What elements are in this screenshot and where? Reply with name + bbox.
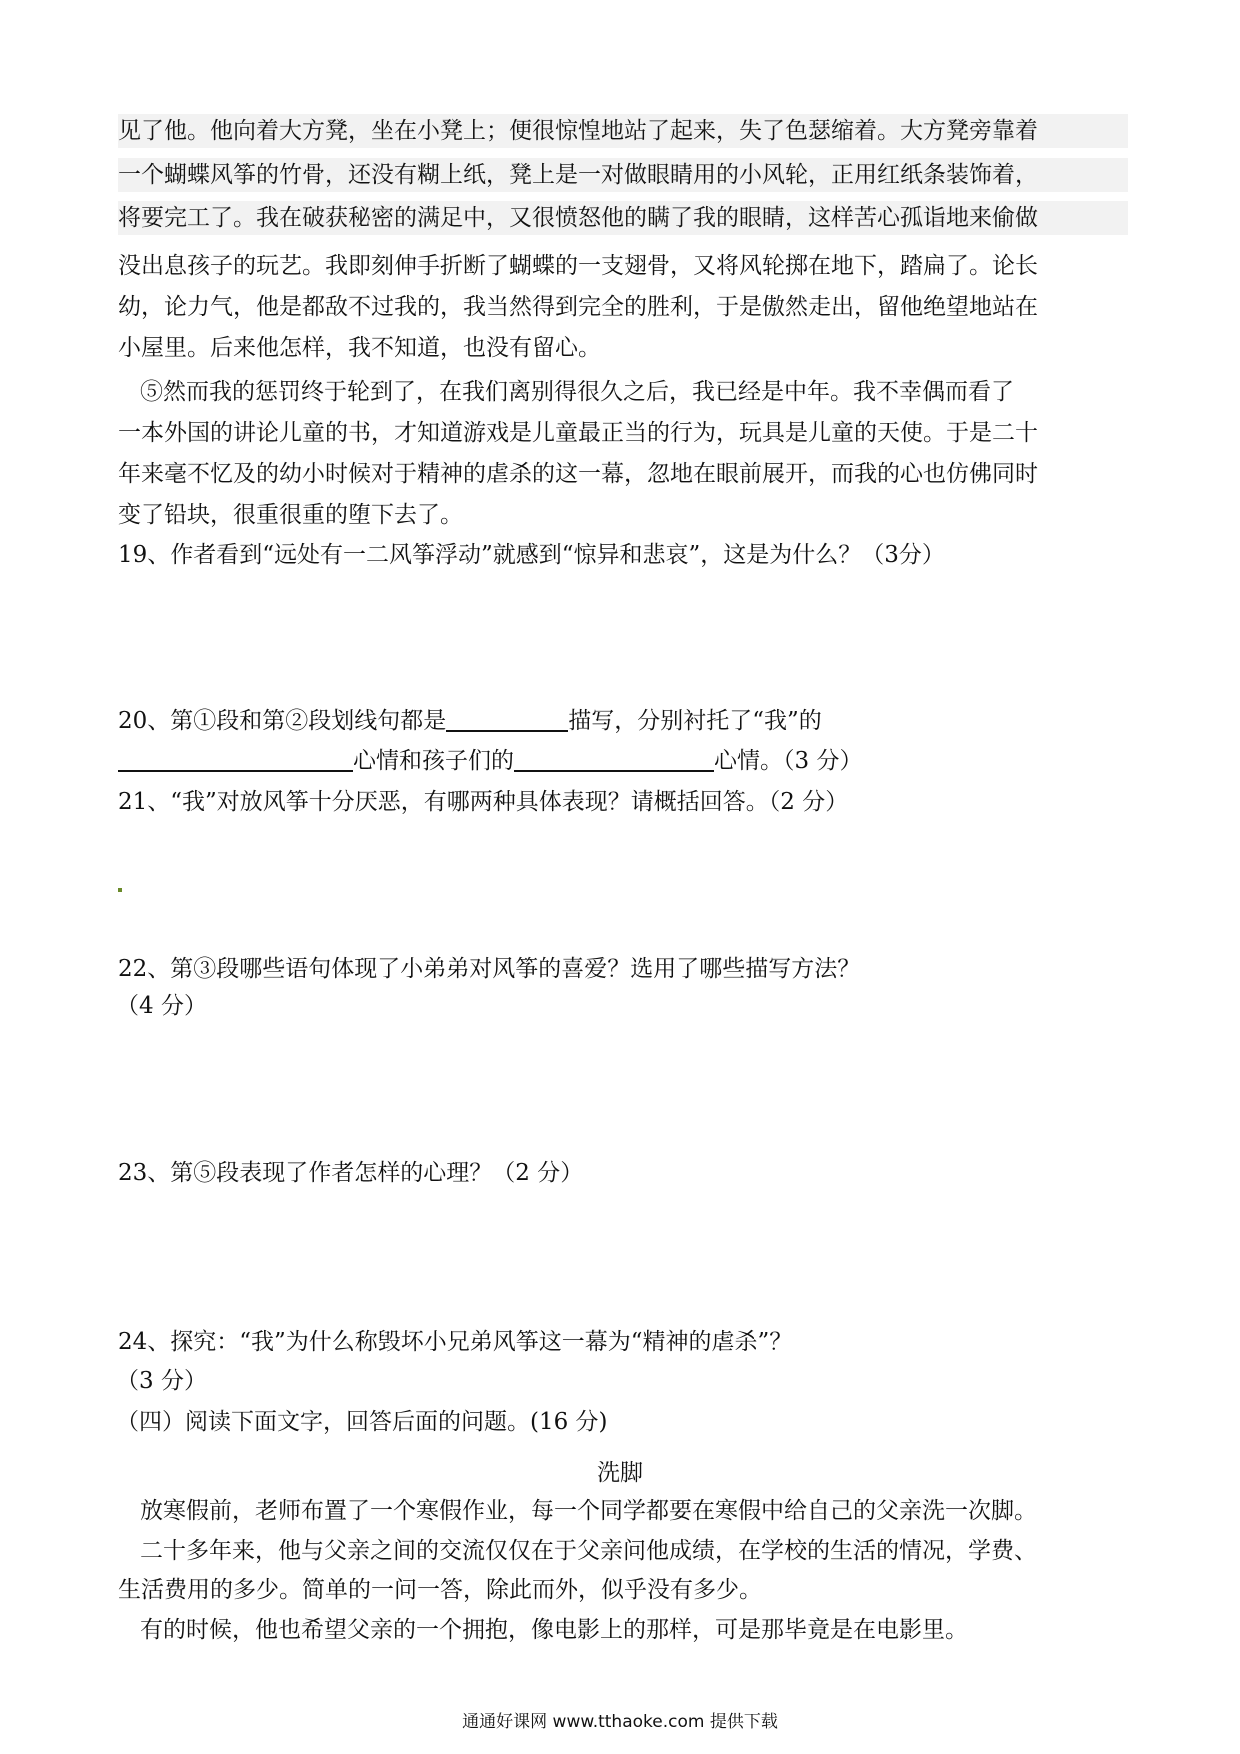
passage-line: 将要完工了。我在破获秘密的满足中，又很愤怒他的瞒了我的眼睛，这样苦心孤诣地来偷做 (118, 201, 1128, 235)
passage-line: 一个蝴蝶风筝的竹骨，还没有糊上纸，凳上是一对做眼睛用的小风轮，正用红纸条装饰着， (118, 158, 1128, 192)
question-20-text-a: 20、第①段和第②段划线句都是 (118, 708, 447, 734)
answer-blank-3[interactable] (514, 746, 714, 772)
question-22: 22、第③段哪些语句体现了小弟弟对风筝的喜爱？选用了哪些描写方法？ (118, 956, 861, 982)
question-19: 19、作者看到“远处有一二风筝浮动”就感到“惊异和悲哀”，这是为什么？（3分） (118, 542, 945, 568)
passage-line: 一本外国的讲论儿童的书，才知道游戏是儿童最正当的行为，玩具是儿童的天使。于是二十 (118, 420, 1038, 446)
passage-title: 洗脚 (597, 1460, 643, 1486)
passage-line: 小屋里。后来他怎样，我不知道，也没有留心。 (118, 335, 601, 361)
passage-line: 幼，论力气，他是都敌不过我的，我当然得到完全的胜利，于是傲然走出，留他绝望地站在 (118, 294, 1038, 320)
question-20-text-b: 描写，分别衬托了“我”的 (568, 708, 822, 734)
passage-line: 没出息孩子的玩艺。我即刻伸手折断了蝴蝶的一支翅骨，又将风轮掷在地下，踏扁了。论长 (118, 253, 1038, 279)
section-4-heading: （四）阅读下面文字，回答后面的问题。(16 分) (116, 1409, 608, 1435)
question-24: 24、探究：“我”为什么称毁坏小兄弟风筝这一幕为“精神的虐杀”？ (118, 1329, 793, 1355)
question-20-text-d: 心情。（3 分） (714, 748, 863, 774)
section-4-line: 二十多年来，他与父亲之间的交流仅仅在于父亲问他成绩，在学校的生活的情况，学费、 (140, 1538, 1037, 1564)
answer-blank-2[interactable] (118, 746, 353, 772)
answer-blank-1[interactable] (446, 706, 568, 732)
scan-speck (118, 888, 122, 892)
question-21: 21、“我”对放风筝十分厌恶，有哪两种具体表现？请概括回答。（2 分） (118, 789, 849, 815)
passage-line: 变了铅块，很重很重的堕下去了。 (118, 502, 463, 528)
section-4-line: 放寒假前，老师布置了一个寒假作业，每一个同学都要在寒假中给自己的父亲洗一次脚。 (140, 1498, 1037, 1524)
question-20-line-1 (118, 704, 1128, 738)
passage-line: 年来毫不忆及的幼小时候对于精神的虐杀的这一幕，忽地在眼前展开，而我的心也仿佛同时 (118, 461, 1038, 487)
question-20-line-2 (118, 744, 1128, 778)
passage-line: 见了他。他向着大方凳，坐在小凳上；便很惊惶地站了起来，失了色瑟缩着。大方凳旁靠着 (118, 114, 1128, 148)
footer-watermark: 通通好课网 www.tthaoke.com 提供下载 (462, 1712, 778, 1732)
passage-line: ⑤然而我的惩罚终于轮到了，在我们离别得很久之后，我已经是中年。我不幸偶而看了 (140, 379, 1014, 405)
question-22-score: （4 分） (116, 993, 207, 1019)
section-4-line: 有的时候，他也希望父亲的一个拥抱，像电影上的那样，可是那毕竟是在电影里。 (140, 1617, 968, 1643)
question-24-score: （3 分） (116, 1368, 207, 1394)
question-23: 23、第⑤段表现了作者怎样的心理？（2 分） (118, 1160, 584, 1186)
section-4-line: 生活费用的多少。简单的一问一答，除此而外，似乎没有多少。 (118, 1577, 762, 1603)
question-20-text-c: 心情和孩子们的 (353, 748, 514, 774)
